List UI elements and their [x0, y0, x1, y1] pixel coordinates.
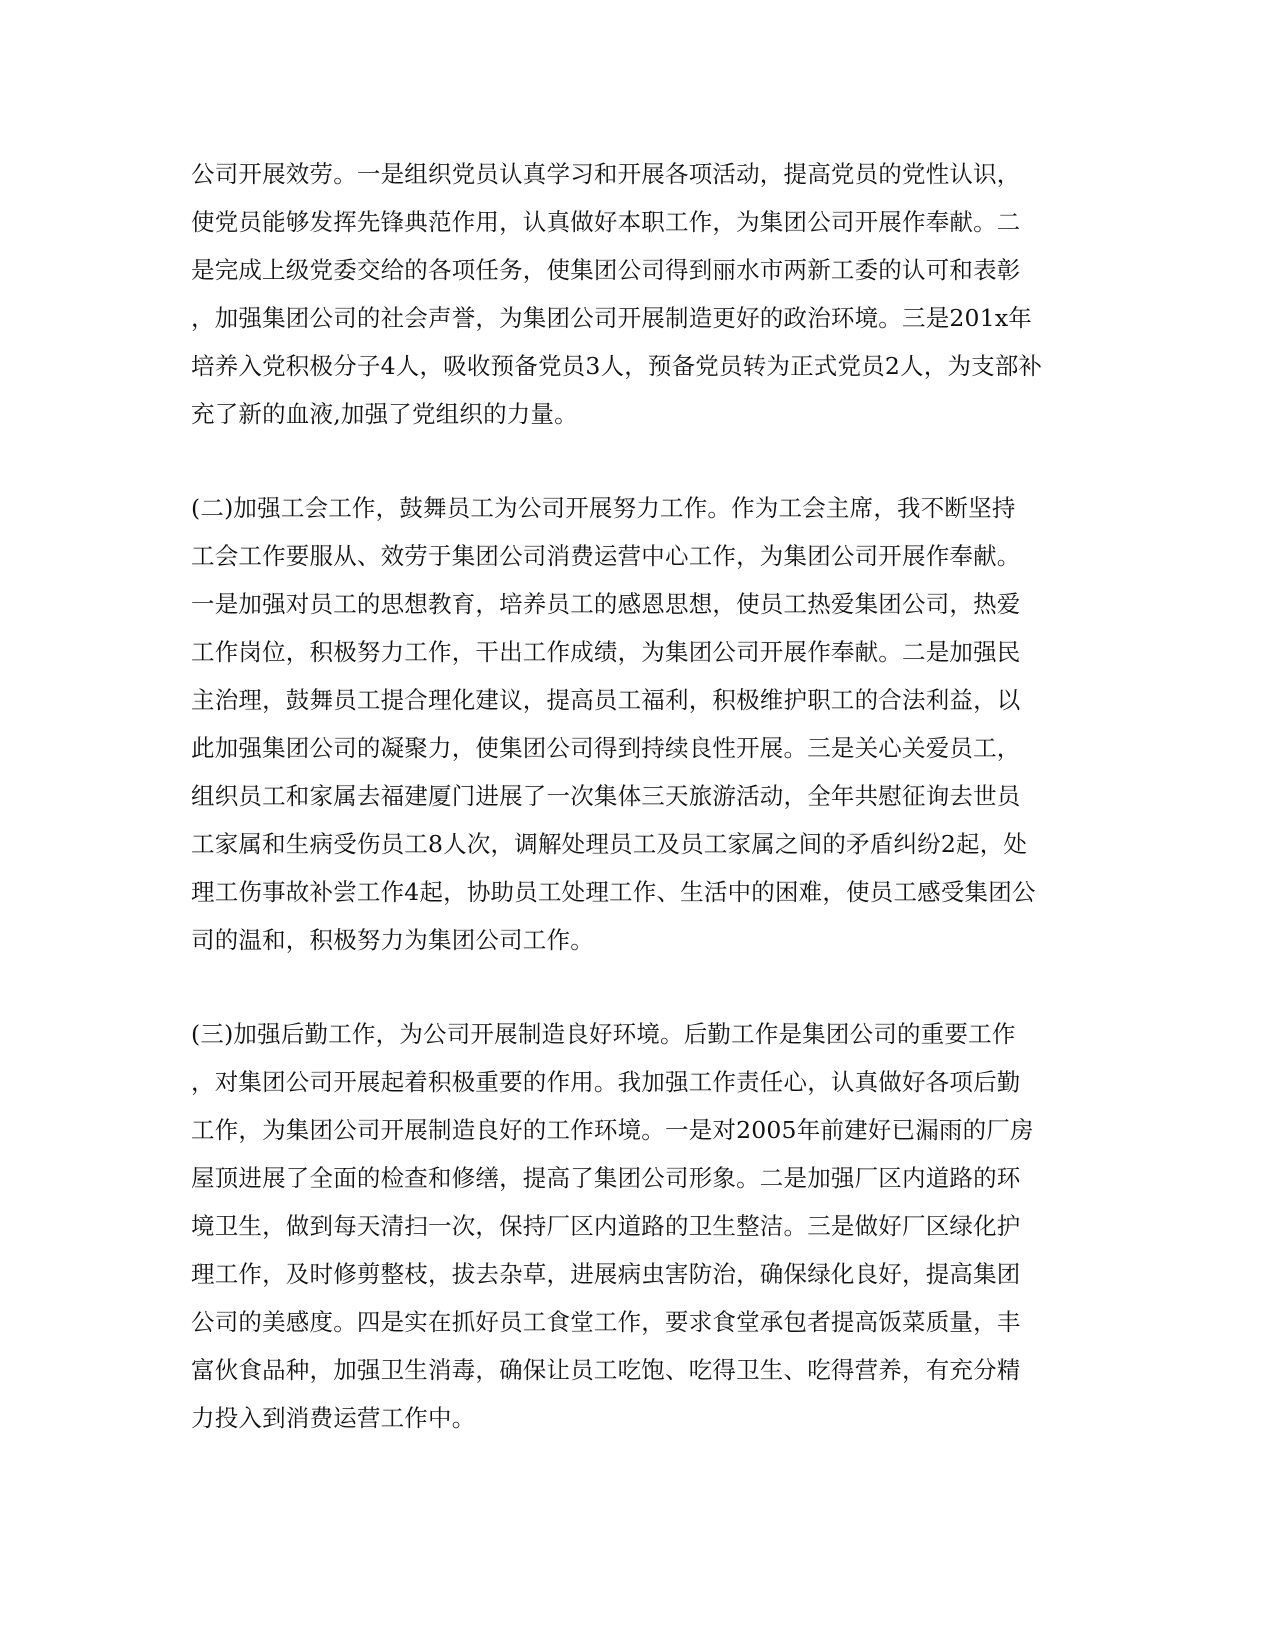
text-line: ，加强集团公司的社会声誉，为集团公司开展制造更好的政治环境。三是201x年 [191, 304, 1033, 332]
text-line: 境卫生，做到每天清扫一次，保持厂区内道路的卫生整洁。三是做好厂区绿化护 [191, 1212, 1021, 1240]
text-line: 力投入到消费运营工作中。 [191, 1404, 476, 1432]
text-line: 充了新的血液,加强了党组织的力量。 [191, 400, 578, 428]
text-line: 公司开展效劳。一是组织党员认真学习和开展各项活动，提高党员的党性认识， [191, 160, 1021, 188]
text-line: 此加强集团公司的凝聚力，使集团公司得到持续良性开展。三是关心关爱员工， [191, 734, 1021, 762]
text-line: ，对集团公司开展起着积极重要的作用。我加强工作责任心，认真做好各项后勤 [191, 1068, 1021, 1096]
text-line: 培养入党积极分子4人，吸收预备党员3人，预备党员转为正式党员2人，为支部补 [191, 352, 1043, 380]
text-line: 富伙食品种，加强卫生消毒，确保让员工吃饱、吃得卫生、吃得营养，有充分精 [191, 1356, 1021, 1384]
text-line: 屋顶进展了全面的检查和修缮，提高了集团公司形象。二是加强厂区内道路的环 [191, 1164, 1021, 1192]
text-line: 是完成上级党委交给的各项任务，使集团公司得到丽水市两新工委的认可和表彰 [191, 256, 1021, 284]
text-line: 组织员工和家属去福建厦门进展了一次集体三天旅游活动，全年共慰征询去世员 [191, 782, 1021, 810]
text-line: 理工作，及时修剪整枝，拔去杂草，进展病虫害防治，确保绿化良好，提高集团 [191, 1260, 1021, 1288]
text-line: 工会工作要服从、效劳于集团公司消费运营中心工作，为集团公司开展作奉献。 [191, 542, 1021, 570]
paragraph-spacer [191, 964, 1081, 1010]
document-body [191, 150, 1081, 1442]
text-line: 司的温和，积极努力为集团公司工作。 [191, 926, 594, 954]
text-line: (二)加强工会工作，鼓舞员工为公司开展努力工作。作为工会主席，我不断坚持 [191, 494, 1016, 522]
paragraph-union-work [191, 484, 1081, 964]
text-line: 主治理，鼓舞员工提合理化建议，提高员工福利，积极维护职工的合法利益，以 [191, 686, 1021, 714]
text-line: 公司的美感度。四是实在抓好员工食堂工作，要求食堂承包者提高饭菜质量，丰 [191, 1308, 1021, 1336]
text-line: 理工伤事故补尝工作4起，协助员工处理工作、生活中的困难，使员工感受集团公 [191, 878, 1036, 906]
paragraph-logistics-work [191, 1010, 1081, 1442]
paragraph-party-work [191, 150, 1081, 438]
text-line: 工家属和生病受伤员工8人次，调解处理员工及员工家属之间的矛盾纠纷2起，处 [191, 830, 1028, 858]
text-line: 使党员能够发挥先锋典范作用，认真做好本职工作，为集团公司开展作奉献。二 [191, 208, 1021, 236]
text-line: 工作，为集团公司开展制造良好的工作环境。一是对2005年前建好已漏雨的厂房 [191, 1116, 1034, 1144]
text-line: 一是加强对员工的思想教育，培养员工的感恩思想，使员工热爱集团公司，热爱 [191, 590, 1021, 618]
text-line: (三)加强后勤工作，为公司开展制造良好环境。后勤工作是集团公司的重要工作 [191, 1020, 1016, 1048]
text-line: 工作岗位，积极努力工作，干出工作成绩，为集团公司开展作奉献。二是加强民 [191, 638, 1021, 666]
paragraph-spacer [191, 438, 1081, 484]
